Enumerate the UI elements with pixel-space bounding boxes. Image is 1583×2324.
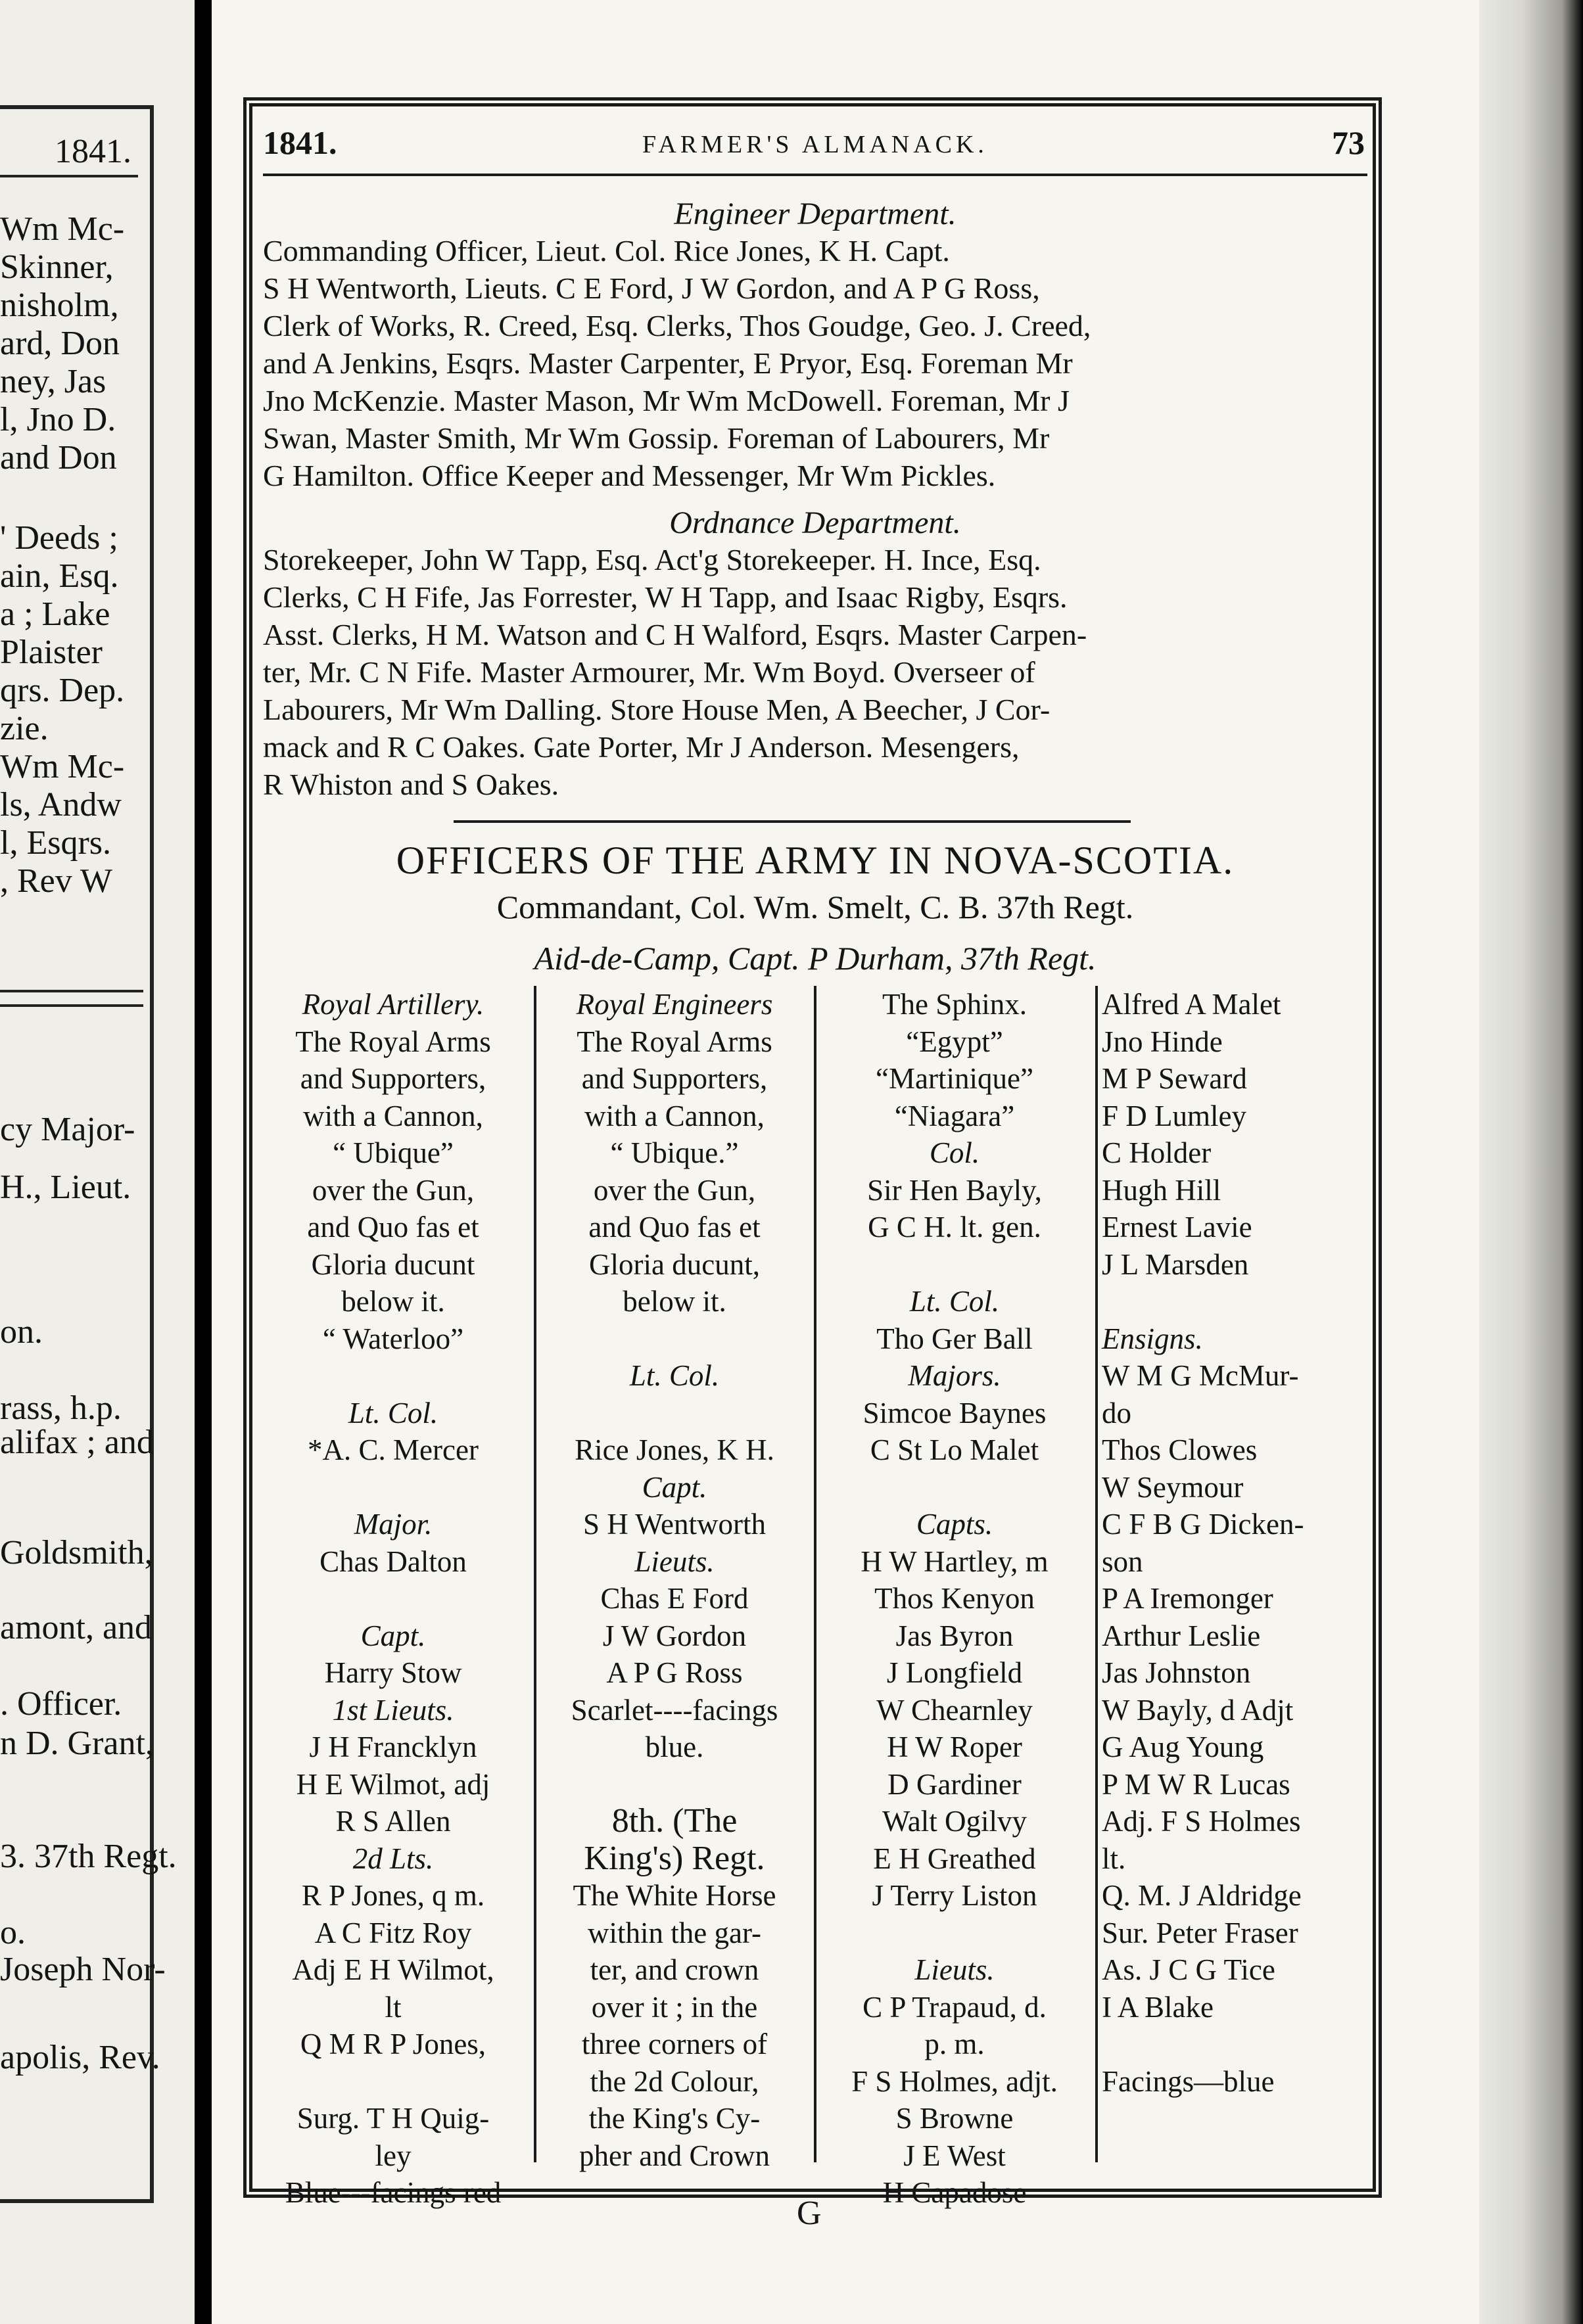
column-entry: Lt. Col. (348, 1396, 438, 1429)
column-entry: W Seymour (1102, 1470, 1244, 1504)
column-entry: Jas Byron (895, 1619, 1014, 1652)
column-royal-engineers (536, 986, 813, 2172)
column-entry: R P Jones, q m. (301, 1879, 485, 1912)
column-entry: W Chearnley (876, 1693, 1033, 1727)
column-entry: R S Allen (335, 1805, 451, 1838)
column-entry: Blue---facings red (285, 2176, 502, 2209)
column-entry: Jas Johnston (1102, 1656, 1251, 1689)
column-entry: Capts. (916, 1508, 993, 1541)
ordnance-department-line: Clerks, C H Fife, Jas Forrester, W H Tapp, and Isaac Rigby, Esqrs. (263, 580, 1068, 614)
left-page-fragment: cy Major- (0, 1111, 135, 1148)
left-page-rule (0, 1004, 143, 1007)
ordnance-department-line: Labourers, Mr Wm Dalling. Store House Men, A Beecher, J Cor- (263, 693, 1051, 726)
column-entry: the 2d Colour, (590, 2064, 759, 2098)
column-entry: with a Cannon, (584, 1099, 765, 1132)
engineer-department-line: and A Jenkins, Esqrs. Master Carpenter, E Pryor, Esq. Foreman Mr (263, 346, 1073, 380)
column-entry: ley (375, 2139, 412, 2172)
column-entry: p. m. (924, 2028, 985, 2060)
column-entry: A P G Ross (606, 1656, 743, 1689)
column-entry: Chas Dalton (319, 1545, 467, 1578)
ordnance-department-line: Asst. Clerks, H M. Watson and C H Walford, Esqrs. Master Carpen- (263, 618, 1087, 651)
left-page-fragment: ' Deeds ; (0, 519, 118, 557)
column-entry: Major. (354, 1508, 433, 1541)
column-entry: ter, and crown (590, 1953, 759, 1986)
left-page-fragment: . Officer. (0, 1685, 122, 1723)
column-entry: J W Gordon (602, 1619, 747, 1652)
left-page-fragment: nisholm, (0, 287, 119, 324)
army-title: OFFICERS OF THE ARMY IN NOVA-SCOTIA. (396, 839, 1235, 882)
column-entry: 1st Lieuts. (332, 1693, 454, 1727)
column-entry: Majors. (908, 1359, 1001, 1392)
column-entry (536, 1320, 813, 1358)
column-entry: Scarlet----facings (571, 1693, 778, 1727)
column-entry (1098, 1283, 1374, 1320)
header-year: 1841. (263, 124, 337, 161)
engineer-department-line: S H Wentworth, Lieuts. C E Ford, J W Gordon, and A P G Ross, (263, 271, 1040, 305)
left-page-fragment: ney, Jas (0, 363, 106, 400)
column-royal-artillery (254, 986, 532, 2209)
ordnance-department-heading: Ordnance Department. (669, 505, 961, 540)
column-entry: Adj. F S Holmes (1102, 1805, 1301, 1838)
column-entry: The Royal Arms (295, 1025, 491, 1058)
column-entry (536, 1766, 813, 1803)
column-37th-regiment (816, 986, 1093, 2209)
column-37th-regiment-continued (1098, 986, 1374, 2162)
column-entry: do (1102, 1396, 1131, 1429)
column-entry: within the gar- (587, 1916, 762, 1949)
column-entry: Lieuts. (634, 1545, 715, 1578)
engineer-department-line: Jno McKenzie. Master Mason, Mr Wm McDowell. Foreman, Mr J (263, 384, 1070, 417)
column-entry: J E West (903, 2139, 1006, 2172)
column-entry: “Egypt” (906, 1025, 1003, 1058)
column-entry: H W Roper (887, 1731, 1022, 1763)
column-entry: Gloria ducunt (311, 1247, 475, 1281)
left-page-fragment: zie. (0, 710, 49, 747)
column-entry: 8th. (The (611, 1802, 738, 1840)
column-entry: Lt. Col. (629, 1359, 720, 1392)
column-entry: the King's Cy- (588, 2102, 761, 2135)
ordnance-department-line: mack and R C Oakes. Gate Porter, Mr J Anderson. Mesengers, (263, 730, 1020, 764)
column-entry: Lieuts. (914, 1953, 995, 1986)
left-page-fragment: l, Jno D. (0, 401, 116, 438)
column-entry: C F B G Dicken- (1102, 1508, 1304, 1541)
column-entry: Simcoe Baynes (862, 1396, 1047, 1429)
column-entry: *A. C. Mercer (308, 1433, 479, 1466)
page-edge (1479, 0, 1583, 2324)
column-entry: Ensigns. (1102, 1322, 1203, 1355)
section-divider (454, 820, 1131, 823)
column-entry (254, 1357, 532, 1395)
column-entry: C P Trapaud, d. (862, 1990, 1047, 2024)
column-entry: Q M R P Jones, (300, 2028, 486, 2060)
column-entry: H Capadose (882, 2176, 1027, 2209)
column-entry: “ Waterloo” (322, 1322, 464, 1355)
column-entry: C Holder (1102, 1136, 1212, 1169)
left-page-fragment: Skinner, (0, 248, 114, 286)
column-entry: G Aug Young (1102, 1731, 1264, 1763)
column-entry: Royal Artillery. (302, 988, 484, 1021)
ordnance-department-line: Storekeeper, John W Tapp, Esq. Act'g Storekeeper. H. Ince, Esq. (263, 543, 1041, 576)
left-page-fragment: Wm Mc- (0, 748, 125, 785)
left-page-fragment: and Don (0, 439, 117, 476)
column-entry: Alfred A Malet (1102, 988, 1281, 1021)
column-entry: over the Gun, (312, 1173, 475, 1207)
column-entry: Capt. (642, 1470, 707, 1504)
engineer-department-line: Swan, Master Smith, Mr Wm Gossip. Foreman of Labourers, Mr (263, 421, 1050, 455)
column-entry: King's) Regt. (584, 1839, 765, 1877)
column-entry: Surg. T H Quig- (296, 2102, 490, 2135)
left-page-fragment: o. (0, 1914, 26, 1951)
column-entry: with a Cannon, (303, 1099, 483, 1132)
column-entry: S Browne (895, 2102, 1014, 2135)
column-entry: The Royal Arms (577, 1025, 772, 1058)
column-entry: and Supporters, (300, 1062, 486, 1095)
commandant-line: Commandant, Col. Wm. Smelt, C. B. 37th Regt. (496, 889, 1134, 925)
column-entry: W M G McMur- (1102, 1359, 1299, 1392)
column-entry: W Bayly, d Adjt (1102, 1693, 1294, 1727)
column-entry: Q. M. J Aldridge (1102, 1879, 1302, 1912)
left-page-fragment: on. (0, 1313, 43, 1351)
column-entry: Sur. Peter Fraser (1102, 1916, 1298, 1949)
column-entry: J Longfield (886, 1656, 1023, 1689)
column-entry: Royal Engineers (576, 988, 773, 1021)
aide-de-camp-line: Aid-de-Camp, Capt. P Durham, 37th Regt. (534, 940, 1097, 977)
left-page-fragment: alifax ; and (0, 1424, 154, 1461)
column-entry: Harry Stow (324, 1656, 462, 1689)
left-page-fragment: Joseph Nor- (0, 1951, 166, 1988)
left-page-fragment: qrs. Dep. (0, 672, 125, 709)
column-entry: M P Seward (1102, 1062, 1247, 1095)
column-entry: Tho Ger Ball (876, 1322, 1033, 1355)
left-page-fragment: Wm Mc- (0, 210, 125, 248)
column-entry: I A Blake (1102, 1990, 1214, 2024)
column-entry: Arthur Leslie (1102, 1619, 1261, 1652)
column-entry: lt. (1102, 1842, 1126, 1875)
column-entry: and Quo fas et (588, 1211, 761, 1243)
column-entry: below it. (341, 1285, 445, 1318)
engineer-department-line: Clerk of Works, R. Creed, Esq. Clerks, Thos Goudge, Geo. J. Creed, (263, 309, 1091, 342)
column-entry: As. J C G Tice (1102, 1953, 1275, 1986)
column-entry (254, 1580, 532, 1617)
column-entry: Adj E H Wilmot, (292, 1953, 494, 1986)
left-page-fragment: ard, Don (0, 325, 120, 362)
column-entry: lt (385, 1990, 402, 2024)
column-entry: C St Lo Malet (870, 1433, 1039, 1466)
column-entry: S H Wentworth (582, 1508, 767, 1541)
column-entry: 2d Lts. (352, 1842, 434, 1875)
header-title: FARMER'S ALMANACK. (642, 131, 988, 158)
left-page-fragment: H., Lieut. (0, 1169, 131, 1206)
column-entry: three corners of (581, 2028, 768, 2060)
column-entry: F S Holmes, adjt. (851, 2064, 1058, 2098)
column-entry: H E Wilmot, adj (296, 1767, 490, 1801)
column-entry: Walt Ogilvy (882, 1805, 1028, 1838)
column-entry: “ Ubique” (333, 1136, 454, 1169)
left-page-fragment: 3. 37th Regt. (0, 1838, 177, 1875)
column-entry (254, 1469, 532, 1506)
column-entry: “Martinique” (876, 1062, 1033, 1095)
column-entry: Gloria ducunt, (589, 1247, 760, 1281)
column-entry: F D Lumley (1102, 1099, 1246, 1132)
column-entry: The White Horse (573, 1879, 776, 1912)
column-entry: below it. (623, 1285, 726, 1318)
column-entry: D Gardiner (887, 1767, 1022, 1801)
page-number: 73 (1332, 124, 1365, 161)
column-entry: son (1102, 1545, 1143, 1578)
column-entry: over it ; in the (591, 1990, 758, 2024)
gutter (195, 0, 212, 2324)
left-page-fragment: amont, and (0, 1609, 153, 1646)
column-entry (254, 2063, 532, 2101)
left-page-fragment: a ; Lake (0, 595, 110, 633)
column-entry: Sir Hen Bayly, (867, 1173, 1042, 1207)
left-page-fragment: Goldsmith, (0, 1534, 153, 1571)
engineer-department-line: Commanding Officer, Lieut. Col. Rice Jones, K H. Capt. (263, 234, 950, 267)
column-entry: “Niagara” (894, 1099, 1015, 1132)
left-page-fragment: , Rev W (0, 862, 112, 900)
column-entry (816, 1915, 1093, 1952)
left-page-rule (0, 990, 143, 992)
column-entry: P A Iremonger (1102, 1582, 1273, 1615)
column-entry: pher and Crown (579, 2139, 770, 2172)
column-entry: Col. (929, 1136, 980, 1169)
left-page-fragment: ls, Andw (0, 786, 122, 824)
column-entry: Ernest Lavie (1102, 1211, 1252, 1243)
column-entry: J L Marsden (1102, 1247, 1249, 1281)
signature-mark: G (797, 2195, 822, 2232)
left-page-fragment: Plaister (0, 634, 103, 671)
column-entry: and Supporters, (581, 1062, 768, 1095)
engineer-department-line: G Hamilton. Office Keeper and Messenger, Mr Wm Pickles. (263, 459, 996, 492)
column-entry: Capt. (360, 1619, 426, 1652)
column-entry: and Quo fas et (307, 1211, 479, 1243)
column-entry: Thos Kenyon (874, 1582, 1035, 1615)
column-entry: Rice Jones, K H. (575, 1433, 774, 1466)
column-entry: Lt. Col. (909, 1285, 1000, 1318)
column-entry: J Terry Liston (872, 1879, 1037, 1912)
running-head (263, 118, 1367, 176)
ordnance-department-line: R Whiston and S Oakes. (263, 768, 559, 801)
left-page-fragment: l, Esqrs. (0, 824, 111, 862)
ordnance-department-line: ter, Mr. C N Fife. Master Armourer, Mr. Wm Boyd. Overseer of (263, 655, 1035, 689)
regiment-columns (254, 986, 1374, 2209)
column-entry (1098, 2026, 1374, 2063)
column-entry: Jno Hinde (1102, 1025, 1223, 1058)
left-page (0, 0, 195, 2324)
column-entry: E H Greathed (873, 1842, 1036, 1875)
column-entry (816, 1469, 1093, 1506)
left-page-fragment: n D. Grant, (0, 1725, 154, 1762)
column-entry: “ Ubique.” (610, 1136, 739, 1169)
left-page-fragment: ain, Esq. (0, 557, 119, 595)
left-page-year: 1841. (0, 129, 138, 177)
column-entry: H W Hartley, m (861, 1545, 1049, 1578)
column-entry: over the Gun, (593, 1173, 756, 1207)
left-page-fragment: rass, h.p. (0, 1389, 122, 1427)
column-entry: Facings—blue (1102, 2064, 1275, 2098)
column-entry (816, 1246, 1093, 1284)
column-entry (536, 1395, 813, 1432)
column-entry: J H Francklyn (309, 1731, 477, 1763)
column-entry: The Sphinx. (882, 988, 1027, 1021)
column-entry: Hugh Hill (1102, 1173, 1221, 1207)
left-page-fragment: apolis, Rev. (0, 2039, 160, 2076)
column-entry: G C H. lt. gen. (868, 1211, 1041, 1243)
column-entry: blue. (645, 1731, 704, 1763)
column-entry: A C Fitz Roy (314, 1916, 472, 1949)
column-entry: Chas E Ford (600, 1582, 749, 1615)
engineer-department-heading: Engineer Department. (674, 197, 957, 231)
column-entry: Thos Clowes (1102, 1433, 1258, 1466)
column-entry: P M W R Lucas (1102, 1767, 1290, 1801)
